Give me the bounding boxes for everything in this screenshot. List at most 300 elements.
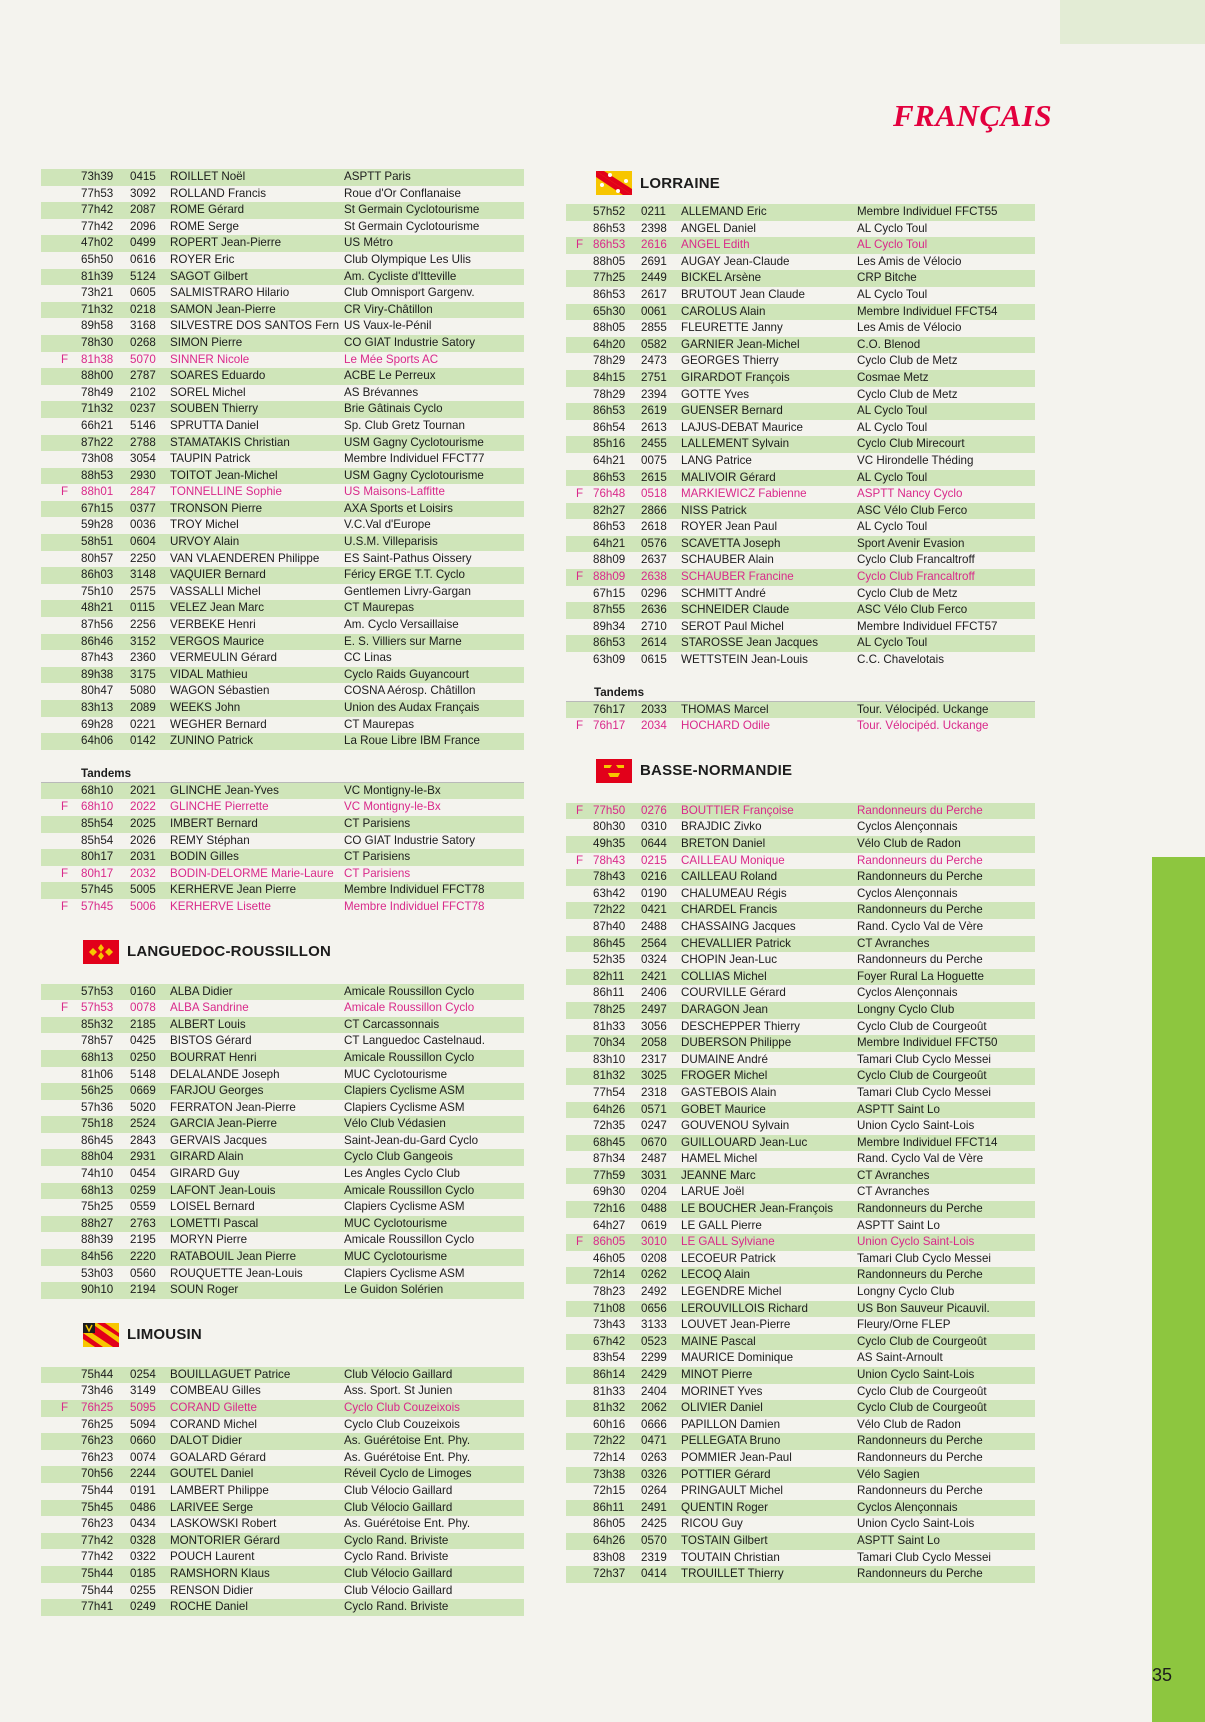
number-cell: 0115 — [130, 601, 155, 615]
name-cell: SCHMITT André — [681, 586, 766, 600]
time-cell: 63h09 — [593, 653, 626, 667]
club-cell: Club Omnisport Gargenv. — [344, 286, 475, 300]
time-cell: 86h11 — [593, 1500, 625, 1514]
list-item — [41, 1149, 524, 1166]
list-item — [41, 186, 524, 203]
list-item — [566, 819, 1035, 836]
number-cell: 2318 — [641, 1085, 667, 1099]
club-cell: Amicale Roussillon Cyclo — [344, 1183, 475, 1197]
name-cell: LECOQ Alain — [681, 1268, 750, 1282]
club-cell: Cyclo Club de Metz — [857, 586, 958, 600]
time-cell: 75h18 — [81, 1117, 114, 1131]
time-cell: 59h28 — [81, 518, 114, 532]
club-cell: E. S. Villiers sur Marne — [344, 634, 462, 648]
time-cell: 77h41 — [81, 1600, 114, 1614]
female-marker: F — [576, 719, 584, 733]
number-cell: 2195 — [130, 1233, 156, 1247]
time-cell: 88h05 — [593, 254, 626, 268]
female-marker: F — [576, 803, 584, 817]
number-cell: 2619 — [641, 404, 667, 418]
list-item — [41, 302, 524, 319]
list-item — [41, 219, 524, 236]
time-cell: 52h35 — [593, 953, 626, 967]
female-marker: F — [576, 487, 584, 501]
name-cell: FROGER Michel — [681, 1069, 768, 1083]
club-cell: CT Parisiens — [344, 850, 411, 864]
name-cell: POUCH Laurent — [170, 1550, 255, 1564]
club-cell: AL Cyclo Toul — [857, 470, 928, 484]
name-cell: NISS Patrick — [681, 503, 747, 517]
club-cell: MUC Cyclotourisme — [344, 1216, 448, 1230]
club-cell: US Bon Sauveur Picauvil. — [857, 1301, 990, 1315]
number-cell: 2025 — [130, 816, 156, 830]
list-item — [41, 352, 524, 369]
time-cell: 64h20 — [593, 337, 626, 351]
time-cell: 78h57 — [81, 1034, 114, 1048]
time-cell: 77h50 — [593, 803, 626, 817]
number-cell: 0250 — [130, 1050, 156, 1064]
number-cell: 0254 — [130, 1367, 156, 1381]
name-cell: TROY Michel — [170, 518, 239, 532]
club-cell: US Maisons-Laffitte — [344, 485, 445, 499]
number-cell: 0434 — [130, 1517, 156, 1531]
list-item — [41, 1249, 524, 1266]
name-cell: ROCHE Daniel — [170, 1600, 248, 1614]
name-cell: VASSALLI Michel — [170, 584, 261, 598]
time-cell: 85h54 — [81, 816, 114, 830]
list-item — [41, 1100, 524, 1117]
number-cell: 0471 — [641, 1434, 667, 1448]
lorraine-tandems-list — [566, 702, 1035, 735]
number-cell: 0666 — [641, 1417, 667, 1431]
name-cell: BRUTOUT Jean Claude — [681, 287, 805, 301]
name-cell: GERVAIS Jacques — [170, 1133, 267, 1147]
time-cell: 76h17 — [593, 719, 626, 733]
club-cell: Membre Individuel FFCT14 — [857, 1135, 998, 1149]
number-cell: 0425 — [130, 1034, 156, 1048]
time-cell: 73h08 — [81, 452, 114, 466]
club-cell: Cyclos Alençonnais — [857, 986, 958, 1000]
time-cell: 88h09 — [593, 570, 626, 584]
time-cell: 81h06 — [81, 1067, 114, 1081]
list-item — [41, 1599, 524, 1616]
number-cell: 0377 — [130, 501, 156, 515]
time-cell: 86h53 — [593, 520, 626, 534]
time-cell: 77h25 — [593, 271, 626, 285]
name-cell: MARKIEWICZ Fabienne — [681, 487, 807, 501]
club-cell: Clapiers Cyclisme ASM — [344, 1084, 465, 1098]
time-cell: 76h23 — [81, 1517, 114, 1531]
club-cell: Union Cyclo Saint-Lois — [857, 1517, 975, 1531]
name-cell: PAPILLON Damien — [681, 1417, 781, 1431]
tandems-heading: Tandems — [41, 762, 524, 783]
name-cell: GIRARDOT François — [681, 370, 790, 384]
time-cell: 83h13 — [81, 701, 114, 714]
time-cell: 81h39 — [81, 269, 114, 283]
list-item — [41, 401, 524, 418]
time-cell: 65h50 — [81, 252, 114, 266]
club-cell: Rand. Cyclo Val de Vère — [857, 919, 984, 933]
name-cell: CHASSAING Jacques — [681, 919, 796, 933]
number-cell: 5080 — [130, 684, 156, 698]
list-item — [566, 902, 1035, 919]
list-item — [566, 470, 1035, 487]
list-item — [566, 869, 1035, 886]
list-item — [566, 387, 1035, 404]
list-item — [41, 899, 524, 916]
name-cell: VELEZ Jean Marc — [170, 601, 265, 615]
number-cell: 0075 — [641, 453, 667, 467]
club-cell: Cyclos Alençonnais — [857, 820, 958, 834]
list-item — [566, 1068, 1035, 1085]
time-cell: 83h54 — [593, 1351, 626, 1365]
time-cell: 86h45 — [81, 1133, 114, 1147]
time-cell: 83h08 — [593, 1550, 626, 1564]
club-cell: Cyclo Rand. Briviste — [344, 1550, 449, 1564]
number-cell: 2398 — [641, 221, 667, 235]
club-cell: Tour. Vélocipéd. Uckange — [857, 719, 989, 733]
club-cell: CR Viry-Châtillon — [344, 302, 433, 316]
list-item — [566, 1052, 1035, 1069]
number-cell: 5070 — [130, 352, 156, 366]
list-item — [41, 451, 524, 468]
list-item — [41, 1516, 524, 1533]
list-item — [41, 799, 524, 816]
list-item — [41, 1116, 524, 1133]
time-cell: 86h53 — [593, 636, 626, 650]
time-cell: 57h53 — [81, 1001, 114, 1015]
female-marker: F — [576, 853, 584, 867]
time-cell: 82h27 — [593, 503, 626, 517]
female-marker: F — [61, 485, 69, 499]
club-cell: Cyclo Club de Metz — [857, 387, 958, 401]
list-item — [41, 468, 524, 485]
time-cell: 88h05 — [593, 321, 626, 335]
club-cell: Tamari Club Cyclo Messei — [857, 1550, 992, 1564]
club-cell: Cyclo Club Francaltroff — [857, 553, 975, 567]
list-item — [566, 635, 1035, 652]
region-heading-limousin — [41, 1309, 524, 1361]
club-cell: Gentlemen Livry-Gargan — [344, 584, 471, 598]
name-cell: GLINCHE Pierrette — [170, 800, 269, 814]
list-item — [566, 1334, 1035, 1351]
club-cell: Cyclo Club Couzeixois — [344, 1417, 460, 1431]
number-cell: 2455 — [641, 437, 667, 451]
list-item — [41, 1483, 524, 1500]
club-cell: Cyclo Club Francaltroff — [857, 570, 975, 584]
club-cell: VC Montigny-le-Bx — [344, 800, 441, 814]
club-cell: Am. Cyclo Versaillaise — [344, 618, 459, 632]
club-cell: Amicale Roussillon Cyclo — [344, 1233, 475, 1247]
list-item — [566, 1350, 1035, 1367]
name-cell: ALLEMAND Eric — [681, 205, 767, 218]
club-cell: US Métro — [344, 236, 393, 250]
number-cell: 0518 — [641, 487, 667, 501]
club-cell: Sp. Club Gretz Tournan — [344, 418, 465, 432]
name-cell: GARCIA Jean-Pierre — [170, 1117, 277, 1131]
right-column — [566, 166, 1035, 1583]
list-item — [41, 517, 524, 534]
name-cell: GOALARD Gérard — [170, 1450, 266, 1464]
club-cell: Club Vélocio Gaillard — [344, 1500, 453, 1514]
club-cell: Union Cyclo Saint-Lois — [857, 1235, 975, 1249]
club-cell: CT Avranches — [857, 1168, 930, 1182]
number-cell: 5146 — [130, 418, 156, 432]
number-cell: 2032 — [130, 866, 156, 880]
time-cell: 84h15 — [593, 370, 626, 384]
club-cell: Membre Individuel FFCT77 — [344, 452, 485, 466]
number-cell: 0190 — [641, 886, 667, 900]
list-item — [41, 1466, 524, 1483]
number-cell: 2710 — [641, 619, 667, 633]
list-item — [41, 1133, 524, 1150]
name-cell: LEROUVILLOIS Richard — [681, 1301, 808, 1315]
club-cell: Brie Gâtinais Cyclo — [344, 402, 443, 416]
name-cell: VERMEULIN Gérard — [170, 651, 277, 665]
number-cell: 2404 — [641, 1384, 667, 1398]
time-cell: 86h46 — [81, 634, 114, 648]
list-item — [41, 567, 524, 584]
time-cell: 72h14 — [593, 1268, 626, 1282]
list-item — [566, 969, 1035, 986]
name-cell: VIDAL Mathieu — [170, 667, 248, 681]
time-cell: 75h10 — [81, 584, 114, 598]
club-cell: VC Hirondelle Théding — [857, 453, 974, 467]
number-cell: 2575 — [130, 584, 156, 598]
list-item — [41, 1533, 524, 1550]
name-cell: DUBERSON Philippe — [681, 1036, 792, 1050]
number-cell: 0036 — [130, 518, 156, 532]
list-item — [566, 1550, 1035, 1567]
time-cell: 73h43 — [593, 1318, 626, 1332]
time-cell: 90h10 — [81, 1283, 114, 1297]
club-cell: Membre Individuel FFCT78 — [344, 899, 485, 913]
list-item — [41, 1583, 524, 1600]
club-cell: Club Olympique Les Ulis — [344, 252, 471, 266]
time-cell: 46h05 — [593, 1251, 626, 1265]
name-cell: BRETON Daniel — [681, 837, 766, 850]
lorraine-flag-icon — [596, 171, 632, 195]
club-cell: Les Amis de Vélocio — [857, 321, 962, 335]
name-cell: HOCHARD Odile — [681, 719, 770, 733]
list-item — [41, 634, 524, 651]
name-cell: WEGHER Bernard — [170, 717, 267, 731]
side-green-bar — [1152, 857, 1205, 1722]
name-cell: SCHNEIDER Claude — [681, 603, 790, 617]
time-cell: 60h16 — [593, 1417, 626, 1431]
time-cell: 64h27 — [593, 1218, 626, 1232]
name-cell: POTTIER Gérard — [681, 1467, 771, 1481]
number-cell: 2491 — [641, 1500, 667, 1514]
number-cell: 0255 — [130, 1583, 156, 1597]
club-cell: Les Amis de Vélocio — [857, 254, 962, 268]
number-cell: 2058 — [641, 1036, 667, 1050]
number-cell: 0499 — [130, 236, 156, 250]
time-cell: 68h13 — [81, 1050, 114, 1064]
list-item — [566, 1002, 1035, 1019]
name-cell: BOURRAT Henri — [170, 1050, 257, 1064]
list-item — [566, 1317, 1035, 1334]
club-cell: ASPTT Saint Lo — [857, 1102, 940, 1116]
time-cell: 88h04 — [81, 1150, 114, 1164]
club-cell: Ass. Sport. St Junien — [344, 1384, 453, 1398]
list-item — [41, 418, 524, 435]
time-cell: 78h29 — [593, 354, 626, 368]
number-cell: 2022 — [130, 800, 156, 814]
list-item — [566, 1234, 1035, 1251]
list-item — [41, 335, 524, 352]
club-cell: Membre Individuel FFCT57 — [857, 619, 998, 633]
number-cell: 2319 — [641, 1550, 667, 1564]
name-cell: COLLIAS Michel — [681, 969, 767, 983]
list-item — [41, 484, 524, 501]
list-item — [566, 1400, 1035, 1417]
name-cell: LECOEUR Patrick — [681, 1251, 776, 1265]
list-item — [41, 534, 524, 551]
normandie-flag-icon — [596, 759, 632, 783]
list-item — [566, 1384, 1035, 1401]
number-cell: 0328 — [130, 1533, 156, 1547]
female-marker: F — [61, 352, 69, 366]
number-cell: 2394 — [641, 387, 667, 401]
name-cell: LE GALL Pierre — [681, 1218, 762, 1232]
number-cell: 2618 — [641, 520, 667, 534]
time-cell: 85h54 — [81, 833, 114, 847]
number-cell: 0486 — [130, 1500, 156, 1514]
time-cell: 86h03 — [81, 568, 114, 582]
club-cell: Membre Individuel FFCT78 — [344, 883, 485, 897]
list-item — [566, 353, 1035, 370]
number-cell: 0191 — [130, 1483, 156, 1497]
club-cell: St Germain Cyclotourisme — [344, 203, 480, 217]
name-cell: REMY Stéphan — [170, 833, 250, 847]
time-cell: 76h23 — [81, 1450, 114, 1464]
list-item — [566, 1483, 1035, 1500]
club-cell: Tamari Club Cyclo Messei — [857, 1085, 992, 1099]
time-cell: 86h54 — [593, 420, 626, 434]
time-cell: 57h52 — [593, 205, 626, 218]
lorraine-list — [566, 204, 1035, 669]
name-cell: GUENSER Bernard — [681, 404, 783, 418]
name-cell: BODIN-DELORME Marie-Laure — [170, 866, 334, 880]
list-item — [41, 617, 524, 634]
list-item — [41, 318, 524, 335]
number-cell: 0604 — [130, 535, 156, 549]
club-cell: MUC Cyclotourisme — [344, 1250, 448, 1264]
basse-normandie-list — [566, 803, 1035, 1583]
number-cell: 0218 — [130, 302, 156, 316]
list-item — [566, 886, 1035, 903]
list-item — [566, 237, 1035, 254]
time-cell: 72h35 — [593, 1119, 626, 1133]
name-cell: FARJOU Georges — [170, 1084, 264, 1098]
name-cell: MONTORIER Gérard — [170, 1533, 280, 1547]
club-cell: Cyclos Alençonnais — [857, 1500, 958, 1514]
number-cell: 0276 — [641, 803, 667, 817]
number-cell: 0216 — [641, 870, 667, 884]
number-cell: 2185 — [130, 1017, 156, 1031]
name-cell: THOMAS Marcel — [681, 702, 769, 716]
name-cell: GIRARD Alain — [170, 1150, 244, 1164]
time-cell: 64h26 — [593, 1102, 626, 1116]
club-cell: Le Mée Sports AC — [344, 352, 439, 366]
number-cell: 5020 — [130, 1100, 156, 1114]
name-cell: TROUILLET Thierry — [681, 1567, 784, 1581]
list-item — [41, 1266, 524, 1283]
name-cell: PRINGAULT Michel — [681, 1484, 784, 1498]
list-item — [566, 1516, 1035, 1533]
number-cell: 0488 — [641, 1202, 667, 1216]
list-item — [566, 1201, 1035, 1218]
list-item — [41, 368, 524, 385]
club-cell: ASC Vélo Club Ferco — [857, 603, 968, 617]
number-cell: 0268 — [130, 335, 156, 349]
female-marker: F — [61, 1001, 69, 1015]
list-item — [41, 1433, 524, 1450]
number-cell: 3010 — [641, 1235, 667, 1249]
number-cell: 3025 — [641, 1069, 667, 1083]
number-cell: 2488 — [641, 919, 667, 933]
time-cell: 64h06 — [81, 734, 114, 748]
name-cell: SCHAUBER Francine — [681, 570, 794, 584]
list-item — [566, 702, 1035, 719]
name-cell: TOSTAIN Gilbert — [681, 1533, 768, 1547]
time-cell: 86h53 — [593, 221, 626, 235]
number-cell: 2033 — [641, 702, 667, 716]
club-cell: Cyclo Club de Courgeoût — [857, 1069, 987, 1083]
time-cell: 68h45 — [593, 1135, 626, 1149]
club-cell: Sport Avenir Evasion — [857, 536, 965, 550]
number-cell: 3054 — [130, 452, 156, 466]
name-cell: URVOY Alain — [170, 535, 240, 549]
page-number: 35 — [1152, 1665, 1173, 1685]
list-item — [566, 602, 1035, 619]
list-item — [566, 1301, 1035, 1318]
name-cell: HAMEL Michel — [681, 1152, 758, 1166]
time-cell: 87h40 — [593, 919, 626, 933]
club-cell: AS Saint-Arnoult — [857, 1351, 943, 1365]
number-cell: 2473 — [641, 354, 667, 368]
club-cell: CT Languedoc Castelnaud. — [344, 1034, 485, 1048]
number-cell: 2062 — [641, 1401, 667, 1415]
name-cell: STAROSSE Jean Jacques — [681, 636, 819, 650]
list-item — [41, 717, 524, 734]
name-cell: FLEURETTE Janny — [681, 321, 783, 335]
name-cell: LE BOUCHER Jean-François — [681, 1202, 834, 1216]
name-cell: TRONSON Pierre — [170, 501, 263, 515]
name-cell: SCHAUBER Alain — [681, 553, 774, 567]
time-cell: 72h22 — [593, 903, 626, 917]
time-cell: 77h42 — [81, 1550, 114, 1564]
time-cell: 71h32 — [81, 302, 114, 316]
time-cell: 73h39 — [81, 170, 114, 183]
list-item — [566, 569, 1035, 586]
time-cell: 49h35 — [593, 837, 626, 850]
time-cell: 77h42 — [81, 219, 114, 233]
name-cell: SEROT Paul Michel — [681, 619, 784, 633]
name-cell: BICKEL Arsène — [681, 271, 762, 285]
number-cell: 5005 — [130, 883, 156, 897]
name-cell: TONNELLINE Sophie — [170, 485, 282, 499]
number-cell: 0421 — [641, 903, 667, 917]
club-cell: Tamari Club Cyclo Messei — [857, 1251, 992, 1265]
club-cell: ES Saint-Pathus Oissery — [344, 551, 472, 565]
club-cell: As. Guérétoise Ent. Phy. — [344, 1450, 471, 1464]
name-cell: QUENTIN Roger — [681, 1500, 768, 1514]
club-cell: AL Cyclo Toul — [857, 287, 928, 301]
number-cell: 0262 — [641, 1268, 667, 1282]
time-cell: 76h17 — [593, 702, 626, 716]
